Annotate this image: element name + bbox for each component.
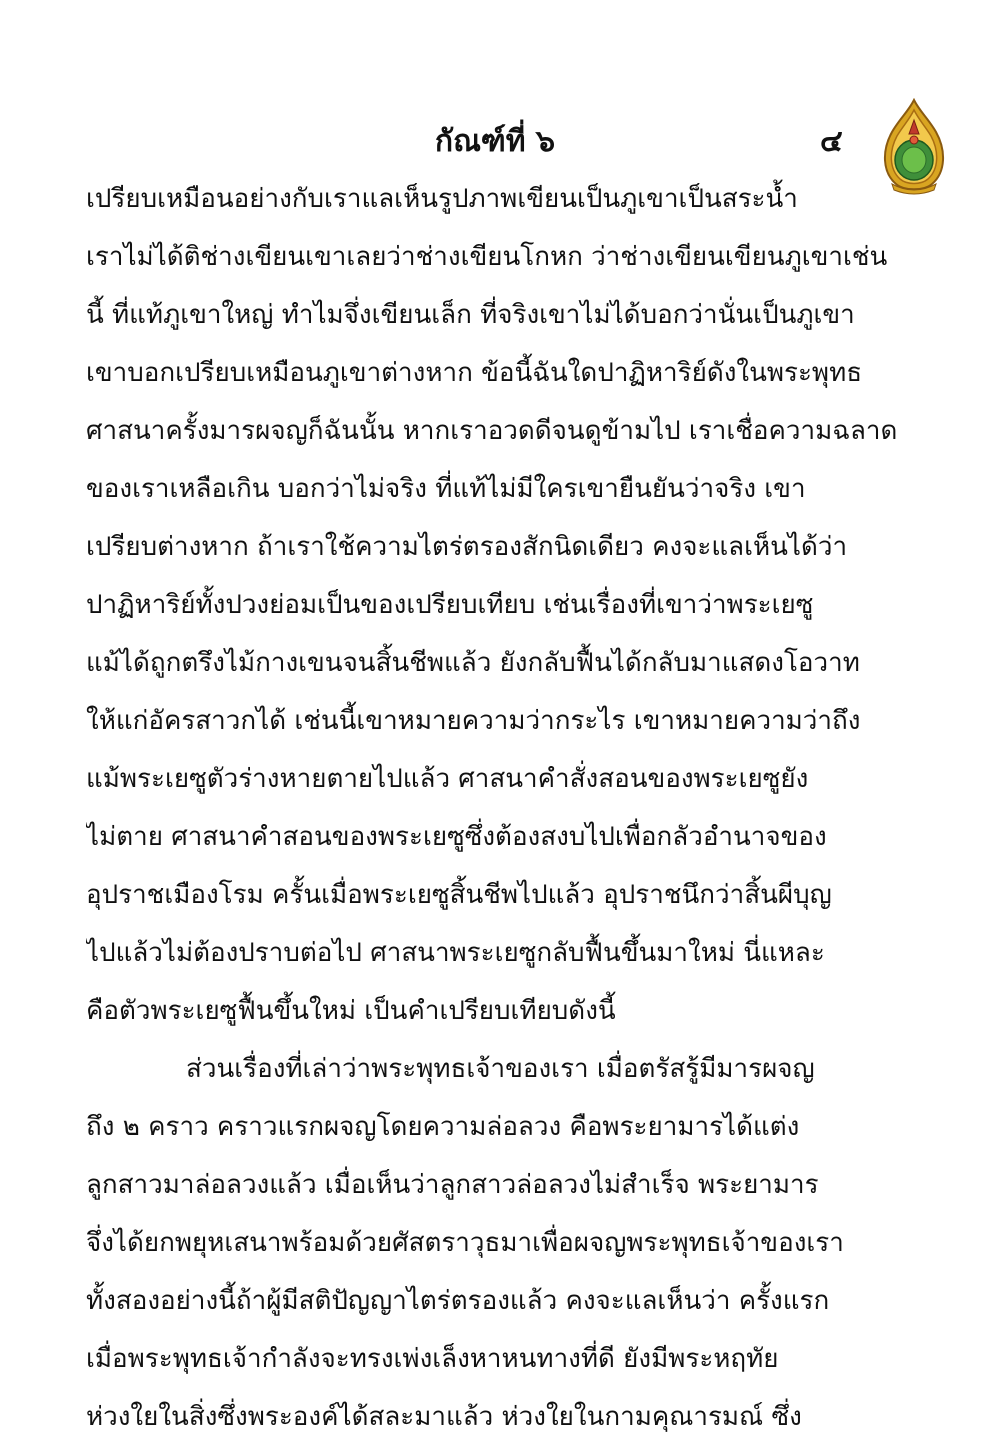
text-line: ปาฏิหาริย์ทั้งปวงย่อมเป็นของเปรียบเทียบ เช่นเรื่องที่เขาว่าพระเยซู: [86, 590, 814, 620]
text-line: จึ่งได้ยกพยุหเสนาพร้อมด้วยศัสตราวุธมาเพื่อผจญพระพุทธเจ้าของเรา: [86, 1228, 844, 1258]
text-line: เปรียบเหมือนอย่างกับเราแลเห็นรูปภาพเขียนเป็นภูเขาเป็นสระน้ำ: [86, 184, 798, 214]
text-line: ห่วงใยในสิ่งซึ่งพระองค์ได้สละมาแล้ว ห่วงใยในกามคุณารมณ์ ซึ่ง: [86, 1402, 802, 1432]
text-line: ของเราเหลือเกิน บอกว่าไม่จริง ที่แท้ไม่มีใครเขายืนยันว่าจริง เขา: [86, 474, 806, 504]
text-line: เขาบอกเปรียบเหมือนภูเขาต่างหาก ข้อนี้ฉันใดปาฏิหาริย์ดังในพระพุทธ: [86, 358, 863, 388]
text-line: นี้ ที่แท้ภูเขาใหญ่ ทำไมจึ่งเขียนเล็ก ที่จริงเขาไม่ได้บอกว่านั่นเป็นภูเขา: [86, 300, 855, 330]
text-line: ให้แก่อัครสาวกได้ เช่นนี้เขาหมายความว่ากระไร เขาหมายความว่าถึง: [86, 706, 861, 736]
text-line: คือตัวพระเยซูฟื้นขึ้นใหม่ เป็นคำเปรียบเทียบดังนี้: [86, 996, 616, 1026]
body-text: [86, 170, 910, 1446]
page-number: ๔: [820, 124, 843, 159]
text-line: ศาสนาครั้งมารผจญก็ฉันนั้น หากเราอวดดีจนดูข้ามไป เราเชื่อความฉลาด: [86, 416, 898, 446]
chapter-title: กัณฑ์ที่ ๖: [434, 124, 556, 159]
text-line: ลูกสาวมาล่อลวงแล้ว เมื่อเห็นว่าลูกสาวล่อลวงไม่สำเร็จ พระยามาร: [86, 1170, 819, 1200]
text-line: เราไม่ได้ติช่างเขียนเขาเลยว่าช่างเขียนโกหก ว่าช่างเขียนเขียนภูเขาเช่น: [86, 242, 888, 272]
text-line: อุปราชเมืองโรม ครั้นเมื่อพระเยซูสิ้นชีพไปแล้ว อุปราชนึกว่าสิ้นผีบุญ: [86, 880, 832, 910]
text-line: แม้พระเยซูตัวร่างหายตายไปแล้ว ศาสนาคำสั่งสอนของพระเยซูยัง: [86, 764, 809, 794]
paragraph-start-line: ส่วนเรื่องที่เล่าว่าพระพุทธเจ้าของเรา เมื่อตรัสรู้มีมารผจญ: [186, 1054, 815, 1084]
text-line: ไม่ตาย ศาสนาคำสอนของพระเยซูซึ่งต้องสงบไปเพื่อกลัวอำนาจของ: [86, 822, 827, 852]
text-line: ถึง ๒ คราว คราวแรกผจญโดยความล่อลวง คือพระยามารได้แต่ง: [86, 1112, 800, 1142]
text-line: เปรียบต่างหาก ถ้าเราใช้ความไตร่ตรองสักนิดเดียว คงจะแลเห็นได้ว่า: [86, 532, 848, 562]
text-line: ทั้งสองอย่างนี้ถ้าผู้มีสติปัญญาไตร่ตรองแล้ว คงจะแลเห็นว่า ครั้งแรก: [86, 1286, 830, 1316]
text-line: แม้ได้ถูกตรึงไม้กางเขนจนสิ้นชีพแล้ว ยังกลับฟื้นได้กลับมาแสดงโอวาท: [86, 648, 860, 678]
text-line: ไปแล้วไม่ต้องปราบต่อไป ศาสนาพระเยซูกลับฟื้นขึ้นมาใหม่ นี่แหละ: [86, 938, 825, 968]
text-line: เมื่อพระพุทธเจ้ากำลังจะทรงเพ่งเล็งหาหนทางที่ดี ยังมีพระหฤทัย: [86, 1344, 779, 1374]
